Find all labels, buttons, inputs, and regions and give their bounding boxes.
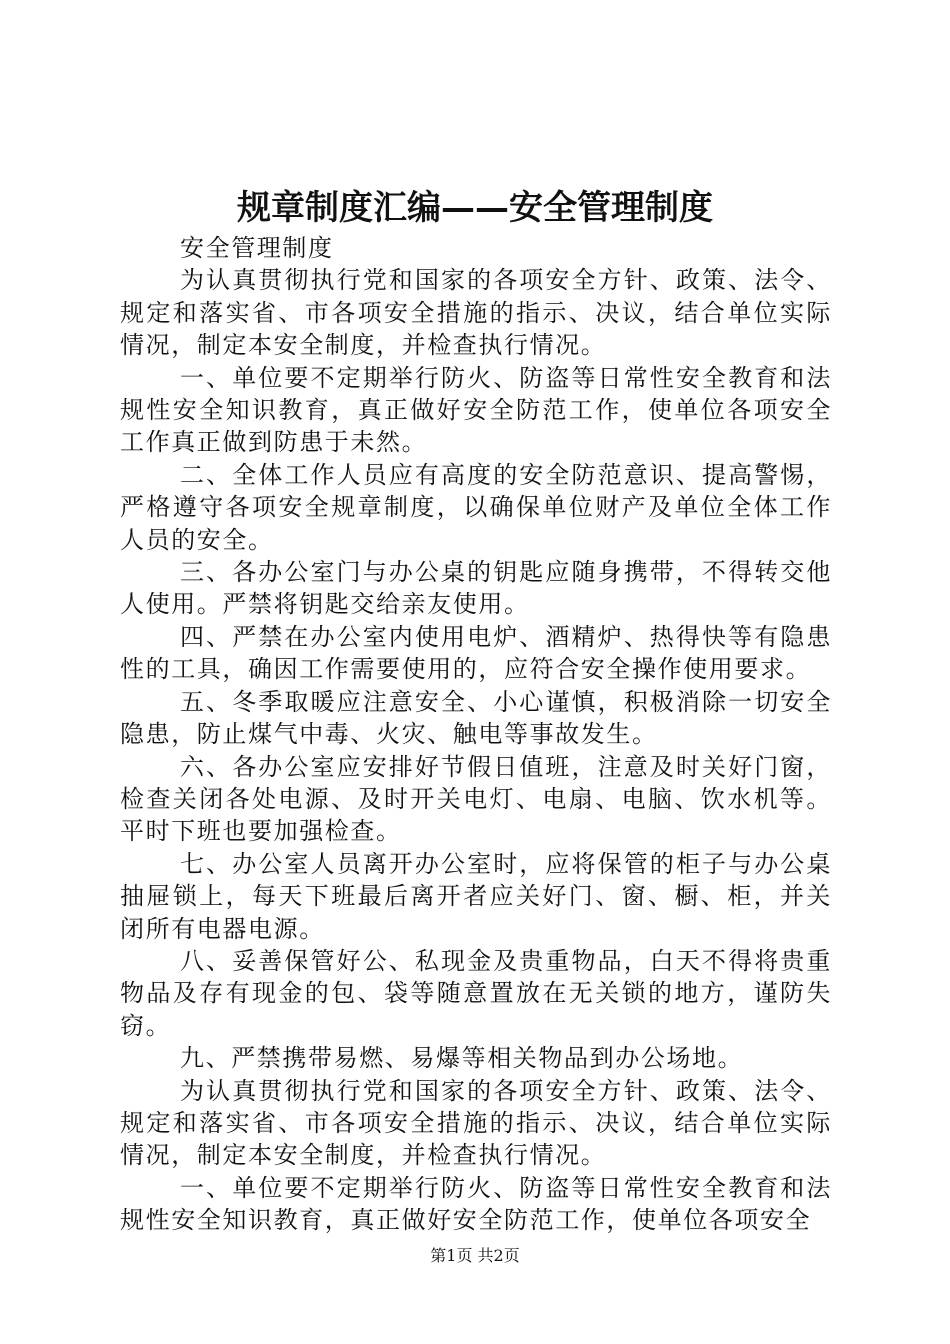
rule-paragraph-2: 二、全体工作人员应有高度的安全防范意识、提高警惕，严格遵守各项安全规章制度，以确保单位财产及单位全体工作人员的安全。: [120, 460, 832, 554]
rule-paragraph-1: 一、单位要不定期举行防火、防盗等日常性安全教育和法规性安全知识教育，真正做好安全防范工作，使单位各项安全工作真正做到防患于未然。: [120, 363, 832, 457]
rule-paragraph-8: 八、妥善保管好公、私现金及贵重物品，白天不得将贵重物品及存有现金的包、袋等随意置放在无关锁的地方，谨防失窃。: [120, 946, 832, 1040]
rule-paragraph-3: 三、各办公室门与办公桌的钥匙应随身携带，不得转交他人使用。严禁将钥匙交给亲友使用。: [120, 558, 832, 619]
rule-paragraph-9: 九、严禁携带易燃、易爆等相关物品到办公场地。: [180, 1044, 744, 1073]
page-footer: 第1页 共2页: [430, 1246, 520, 1265]
intro-paragraph: 为认真贯彻执行党和国家的各项安全方针、政策、法令、规定和落实省、市各项安全措施的指示、决议，结合单位实际情况，制定本安全制度，并检查执行情况。: [120, 266, 832, 360]
rule-paragraph-4: 四、严禁在办公室内使用电炉、酒精炉、热得快等有隐患性的工具，确因工作需要使用的，应符合安全操作使用要求。: [120, 622, 832, 684]
rule-paragraph-1-repeat: 一、单位要不定期举行防火、防盗等日常性安全教育和法规性安全知识教育，真正做好安全防范工作，使单位各项安全: [120, 1173, 832, 1235]
rule-paragraph-7: 七、办公室人员离开办公室时，应将保管的柜子与办公桌抽屉锁上，每天下班最后离开者应关好门、窗、橱、柜，并关闭所有电器电源。: [120, 849, 832, 943]
document-body: [120, 232, 832, 1237]
rule-paragraph-6: 六、各办公室应安排好节假日值班，注意及时关好门窗，检查关闭各处电源、及时开关电灯、电扇、电脑、饮水机等。平时下班也要加强检查。: [120, 752, 832, 846]
intro-paragraph-repeat: 为认真贯彻执行党和国家的各项安全方针、政策、法令、规定和落实省、市各项安全措施的指示、决议，结合单位实际情况，制定本安全制度，并检查执行情况。: [120, 1076, 832, 1170]
rule-paragraph-5: 五、冬季取暖应注意安全、小心谨慎，积极消除一切安全隐患，防止煤气中毒、火灾、触电等事故发生。: [120, 687, 832, 749]
document-title: 规章制度汇编——安全管理制度: [237, 188, 713, 228]
section-heading: 安全管理制度: [180, 234, 334, 262]
